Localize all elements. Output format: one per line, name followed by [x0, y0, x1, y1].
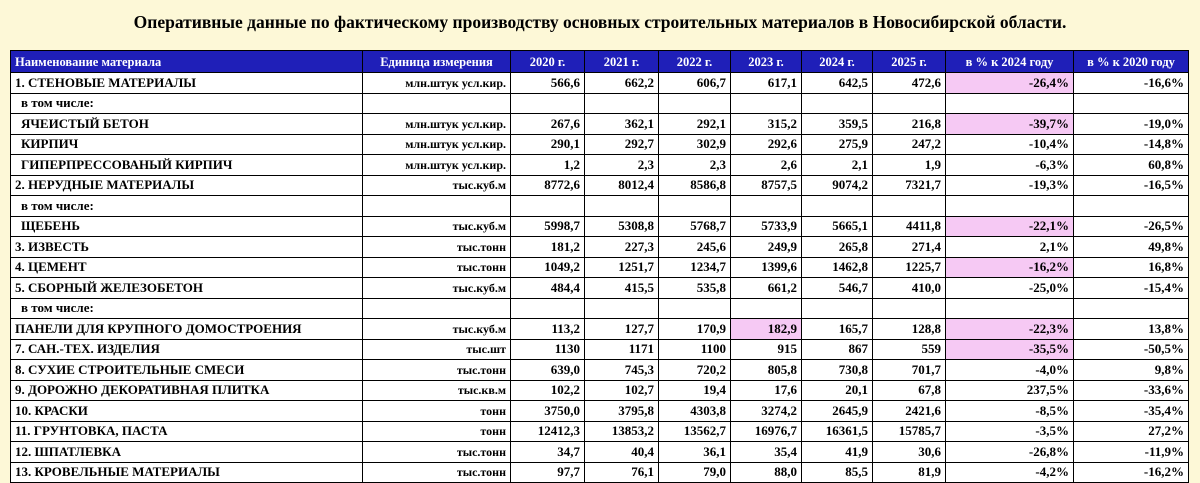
pct-2020-cell: -16,6% [1074, 73, 1189, 94]
value-2020-cell: 484,4 [511, 278, 585, 299]
unit-cell: тыс.тонн [363, 462, 511, 483]
table-body [11, 73, 1189, 483]
unit-cell [363, 196, 511, 217]
value-2024-cell: 9074,2 [802, 175, 873, 196]
pct-2020-cell: 13,8% [1074, 319, 1189, 340]
pct-2020-cell: -26,5% [1074, 216, 1189, 237]
value-2024-cell: 16361,5 [802, 421, 873, 442]
value-2022-cell: 79,0 [659, 462, 731, 483]
value-2025-cell: 15785,7 [873, 421, 946, 442]
material-name-cell: 12. ШПАТЛЕВКА [11, 442, 363, 463]
value-2024-cell [802, 93, 873, 114]
material-name-cell: ГИПЕРПРЕССОВАНЫЙ КИРПИЧ [11, 155, 363, 176]
value-2020-cell: 566,6 [511, 73, 585, 94]
material-name-cell: 4. ЦЕМЕНТ [11, 257, 363, 278]
pct-2020-cell: 9,8% [1074, 360, 1189, 381]
value-2022-cell: 1234,7 [659, 257, 731, 278]
material-name-cell: 11. ГРУНТОВКА, ПАСТА [11, 421, 363, 442]
value-2021-cell: 127,7 [585, 319, 659, 340]
value-2024-cell: 265,8 [802, 237, 873, 258]
table-row [11, 93, 1189, 114]
value-2023-cell: 805,8 [731, 360, 802, 381]
table-row [11, 73, 1189, 94]
header-2022: 2022 г. [659, 51, 731, 73]
value-2021-cell: 5308,8 [585, 216, 659, 237]
value-2021-cell: 1251,7 [585, 257, 659, 278]
value-2021-cell: 415,5 [585, 278, 659, 299]
value-2021-cell: 40,4 [585, 442, 659, 463]
value-2021-cell: 362,1 [585, 114, 659, 135]
value-2021-cell [585, 93, 659, 114]
material-name-cell: 13. КРОВЕЛЬНЫЕ МАТЕРИАЛЫ [11, 462, 363, 483]
value-2022-cell: 19,4 [659, 380, 731, 401]
value-2023-cell: 17,6 [731, 380, 802, 401]
value-2021-cell: 292,7 [585, 134, 659, 155]
table-row [11, 380, 1189, 401]
value-2020-cell: 639,0 [511, 360, 585, 381]
value-2023-cell: 292,6 [731, 134, 802, 155]
material-name-cell: 9. ДОРОЖНО ДЕКОРАТИВНАЯ ПЛИТКА [11, 380, 363, 401]
value-2023-cell: 1399,6 [731, 257, 802, 278]
value-2024-cell: 165,7 [802, 319, 873, 340]
pct-2020-cell: -15,4% [1074, 278, 1189, 299]
unit-cell: тонн [363, 421, 511, 442]
value-2023-cell [731, 93, 802, 114]
value-2020-cell: 97,7 [511, 462, 585, 483]
pct-2024-cell: -10,4% [946, 134, 1074, 155]
value-2024-cell: 275,9 [802, 134, 873, 155]
value-2025-cell [873, 298, 946, 319]
value-2020-cell: 181,2 [511, 237, 585, 258]
value-2021-cell: 102,7 [585, 380, 659, 401]
pct-2024-cell [946, 196, 1074, 217]
material-name-cell: КИРПИЧ [11, 134, 363, 155]
header-2020: 2020 г. [511, 51, 585, 73]
value-2020-cell [511, 93, 585, 114]
material-name-cell: 1. СТЕНОВЫЕ МАТЕРИАЛЫ [11, 73, 363, 94]
material-name-cell: ЯЧЕИСТЫЙ БЕТОН [11, 114, 363, 135]
value-2023-cell: 182,9 [731, 319, 802, 340]
table-row [11, 196, 1189, 217]
header-unit: Единица измерения [363, 51, 511, 73]
value-2020-cell: 3750,0 [511, 401, 585, 422]
pct-2020-cell [1074, 93, 1189, 114]
value-2022-cell: 535,8 [659, 278, 731, 299]
value-2023-cell: 8757,5 [731, 175, 802, 196]
pct-2020-cell: -19,0% [1074, 114, 1189, 135]
pct-2024-cell [946, 298, 1074, 319]
value-2022-cell: 4303,8 [659, 401, 731, 422]
value-2023-cell: 661,2 [731, 278, 802, 299]
unit-cell: тыс.тонн [363, 360, 511, 381]
value-2022-cell: 2,3 [659, 155, 731, 176]
pct-2020-cell [1074, 298, 1189, 319]
material-name-cell: ПАНЕЛИ ДЛЯ КРУПНОГО ДОМОСТРОЕНИЯ [11, 319, 363, 340]
header-2023: 2023 г. [731, 51, 802, 73]
unit-cell: тыс.куб.м [363, 175, 511, 196]
material-name-cell: 2. НЕРУДНЫЕ МАТЕРИАЛЫ [11, 175, 363, 196]
value-2022-cell: 245,6 [659, 237, 731, 258]
table-row [11, 175, 1189, 196]
pct-2020-cell: -33,6% [1074, 380, 1189, 401]
value-2025-cell: 410,0 [873, 278, 946, 299]
material-name-cell: в том числе: [11, 196, 363, 217]
pct-2024-cell: -4,0% [946, 360, 1074, 381]
pct-2024-cell: -26,4% [946, 73, 1074, 94]
material-name-cell: ЩЕБЕНЬ [11, 216, 363, 237]
value-2020-cell: 34,7 [511, 442, 585, 463]
value-2020-cell: 102,2 [511, 380, 585, 401]
value-2020-cell: 8772,6 [511, 175, 585, 196]
unit-cell: тыс.куб.м [363, 319, 511, 340]
pct-2024-cell: 237,5% [946, 380, 1074, 401]
value-2024-cell [802, 298, 873, 319]
pct-2020-cell: -50,5% [1074, 339, 1189, 360]
value-2021-cell: 8012,4 [585, 175, 659, 196]
value-2020-cell: 1130 [511, 339, 585, 360]
material-name-cell: 10. КРАСКИ [11, 401, 363, 422]
value-2025-cell: 1225,7 [873, 257, 946, 278]
value-2022-cell: 170,9 [659, 319, 731, 340]
unit-cell: тыс.тонн [363, 442, 511, 463]
table-row [11, 421, 1189, 442]
unit-cell: тыс.куб.м [363, 216, 511, 237]
page-title: Оперативные данные по фактическому производству основных строительных материалов в Новосибирской области. [133, 12, 1067, 32]
table-row [11, 134, 1189, 155]
unit-cell: тыс.тонн [363, 257, 511, 278]
value-2022-cell: 292,1 [659, 114, 731, 135]
pct-2024-cell: -22,3% [946, 319, 1074, 340]
value-2021-cell: 2,3 [585, 155, 659, 176]
value-2024-cell: 730,8 [802, 360, 873, 381]
header-2025: 2025 г. [873, 51, 946, 73]
value-2022-cell: 36,1 [659, 442, 731, 463]
value-2024-cell: 867 [802, 339, 873, 360]
value-2022-cell: 302,9 [659, 134, 731, 155]
production-table-wrapper [10, 50, 1189, 483]
pct-2020-cell [1074, 196, 1189, 217]
value-2023-cell: 2,6 [731, 155, 802, 176]
header-pct-2024: в % к 2024 году [946, 51, 1074, 73]
pct-2020-cell: 49,8% [1074, 237, 1189, 258]
value-2025-cell: 271,4 [873, 237, 946, 258]
value-2020-cell: 290,1 [511, 134, 585, 155]
pct-2020-cell: -14,8% [1074, 134, 1189, 155]
value-2024-cell: 41,9 [802, 442, 873, 463]
value-2020-cell: 267,6 [511, 114, 585, 135]
value-2023-cell: 16976,7 [731, 421, 802, 442]
value-2025-cell: 472,6 [873, 73, 946, 94]
value-2020-cell: 12412,3 [511, 421, 585, 442]
pct-2020-cell: 16,8% [1074, 257, 1189, 278]
unit-cell: тонн [363, 401, 511, 422]
value-2024-cell: 20,1 [802, 380, 873, 401]
value-2025-cell: 2421,6 [873, 401, 946, 422]
value-2021-cell: 13853,2 [585, 421, 659, 442]
pct-2024-cell: -4,2% [946, 462, 1074, 483]
value-2020-cell: 113,2 [511, 319, 585, 340]
material-name-cell: 3. ИЗВЕСТЬ [11, 237, 363, 258]
value-2023-cell: 315,2 [731, 114, 802, 135]
value-2024-cell: 359,5 [802, 114, 873, 135]
value-2022-cell: 1100 [659, 339, 731, 360]
unit-cell: млн.штук усл.кир. [363, 114, 511, 135]
value-2024-cell: 85,5 [802, 462, 873, 483]
value-2024-cell: 5665,1 [802, 216, 873, 237]
value-2021-cell: 76,1 [585, 462, 659, 483]
table-row [11, 442, 1189, 463]
pct-2020-cell: -16,5% [1074, 175, 1189, 196]
value-2021-cell [585, 196, 659, 217]
pct-2020-cell: -35,4% [1074, 401, 1189, 422]
value-2025-cell: 1,9 [873, 155, 946, 176]
pct-2024-cell: -22,1% [946, 216, 1074, 237]
value-2025-cell: 128,8 [873, 319, 946, 340]
table-row [11, 114, 1189, 135]
unit-cell: тыс.куб.м [363, 278, 511, 299]
value-2022-cell [659, 196, 731, 217]
value-2020-cell [511, 298, 585, 319]
pct-2024-cell: 2,1% [946, 237, 1074, 258]
value-2023-cell: 5733,9 [731, 216, 802, 237]
unit-cell [363, 93, 511, 114]
header-name: Наименование материала [11, 51, 363, 73]
value-2022-cell: 5768,7 [659, 216, 731, 237]
value-2022-cell [659, 298, 731, 319]
pct-2024-cell: -39,7% [946, 114, 1074, 135]
value-2023-cell: 35,4 [731, 442, 802, 463]
table-row [11, 298, 1189, 319]
unit-cell [363, 298, 511, 319]
value-2022-cell: 13562,7 [659, 421, 731, 442]
value-2025-cell: 67,8 [873, 380, 946, 401]
table-row [11, 401, 1189, 422]
value-2024-cell: 546,7 [802, 278, 873, 299]
value-2025-cell [873, 93, 946, 114]
pct-2024-cell: -3,5% [946, 421, 1074, 442]
value-2020-cell: 1049,2 [511, 257, 585, 278]
pct-2024-cell: -19,3% [946, 175, 1074, 196]
value-2025-cell: 4411,8 [873, 216, 946, 237]
pct-2024-cell: -35,5% [946, 339, 1074, 360]
pct-2020-cell: 60,8% [1074, 155, 1189, 176]
value-2023-cell: 249,9 [731, 237, 802, 258]
pct-2024-cell: -25,0% [946, 278, 1074, 299]
value-2020-cell [511, 196, 585, 217]
unit-cell: млн.штук усл.кир. [363, 155, 511, 176]
value-2024-cell: 1462,8 [802, 257, 873, 278]
value-2021-cell: 745,3 [585, 360, 659, 381]
table-row [11, 257, 1189, 278]
value-2025-cell: 701,7 [873, 360, 946, 381]
table-row [11, 278, 1189, 299]
value-2025-cell: 7321,7 [873, 175, 946, 196]
value-2024-cell: 2645,9 [802, 401, 873, 422]
value-2024-cell: 642,5 [802, 73, 873, 94]
pct-2024-cell: -16,2% [946, 257, 1074, 278]
value-2025-cell [873, 196, 946, 217]
table-row [11, 339, 1189, 360]
value-2023-cell: 617,1 [731, 73, 802, 94]
value-2025-cell: 30,6 [873, 442, 946, 463]
material-name-cell: в том числе: [11, 93, 363, 114]
pct-2024-cell: -8,5% [946, 401, 1074, 422]
pct-2024-cell: -26,8% [946, 442, 1074, 463]
material-name-cell: в том числе: [11, 298, 363, 319]
value-2025-cell: 216,8 [873, 114, 946, 135]
unit-cell: млн.штук усл.кир. [363, 73, 511, 94]
pct-2024-cell [946, 93, 1074, 114]
unit-cell: млн.штук усл.кир. [363, 134, 511, 155]
value-2022-cell [659, 93, 731, 114]
value-2021-cell: 662,2 [585, 73, 659, 94]
value-2022-cell: 606,7 [659, 73, 731, 94]
value-2021-cell: 3795,8 [585, 401, 659, 422]
table-row [11, 360, 1189, 381]
value-2023-cell [731, 298, 802, 319]
value-2023-cell: 88,0 [731, 462, 802, 483]
unit-cell: тыс.шт [363, 339, 511, 360]
header-pct-2020: в % к 2020 году [1074, 51, 1189, 73]
table-header-row [11, 51, 1189, 73]
production-table [10, 50, 1189, 483]
value-2025-cell: 559 [873, 339, 946, 360]
pct-2020-cell: 27,2% [1074, 421, 1189, 442]
table-row [11, 155, 1189, 176]
value-2023-cell: 3274,2 [731, 401, 802, 422]
value-2023-cell [731, 196, 802, 217]
material-name-cell: 5. СБОРНЫЙ ЖЕЛЕЗОБЕТОН [11, 278, 363, 299]
value-2025-cell: 247,2 [873, 134, 946, 155]
header-2021: 2021 г. [585, 51, 659, 73]
value-2020-cell: 1,2 [511, 155, 585, 176]
value-2024-cell: 2,1 [802, 155, 873, 176]
table-row [11, 237, 1189, 258]
pct-2020-cell: -11,9% [1074, 442, 1189, 463]
unit-cell: тыс.кв.м [363, 380, 511, 401]
value-2023-cell: 915 [731, 339, 802, 360]
value-2021-cell: 227,3 [585, 237, 659, 258]
value-2021-cell [585, 298, 659, 319]
pct-2024-cell: -6,3% [946, 155, 1074, 176]
table-row [11, 462, 1189, 483]
value-2025-cell: 81,9 [873, 462, 946, 483]
material-name-cell: 7. САН.-ТЕХ. ИЗДЕЛИЯ [11, 339, 363, 360]
unit-cell: тыс.тонн [363, 237, 511, 258]
header-2024: 2024 г. [802, 51, 873, 73]
material-name-cell: 8. СУХИЕ СТРОИТЕЛЬНЫЕ СМЕСИ [11, 360, 363, 381]
pct-2020-cell: -16,2% [1074, 462, 1189, 483]
value-2024-cell [802, 196, 873, 217]
table-row [11, 216, 1189, 237]
value-2022-cell: 8586,8 [659, 175, 731, 196]
value-2020-cell: 5998,7 [511, 216, 585, 237]
value-2022-cell: 720,2 [659, 360, 731, 381]
table-row [11, 319, 1189, 340]
value-2021-cell: 1171 [585, 339, 659, 360]
